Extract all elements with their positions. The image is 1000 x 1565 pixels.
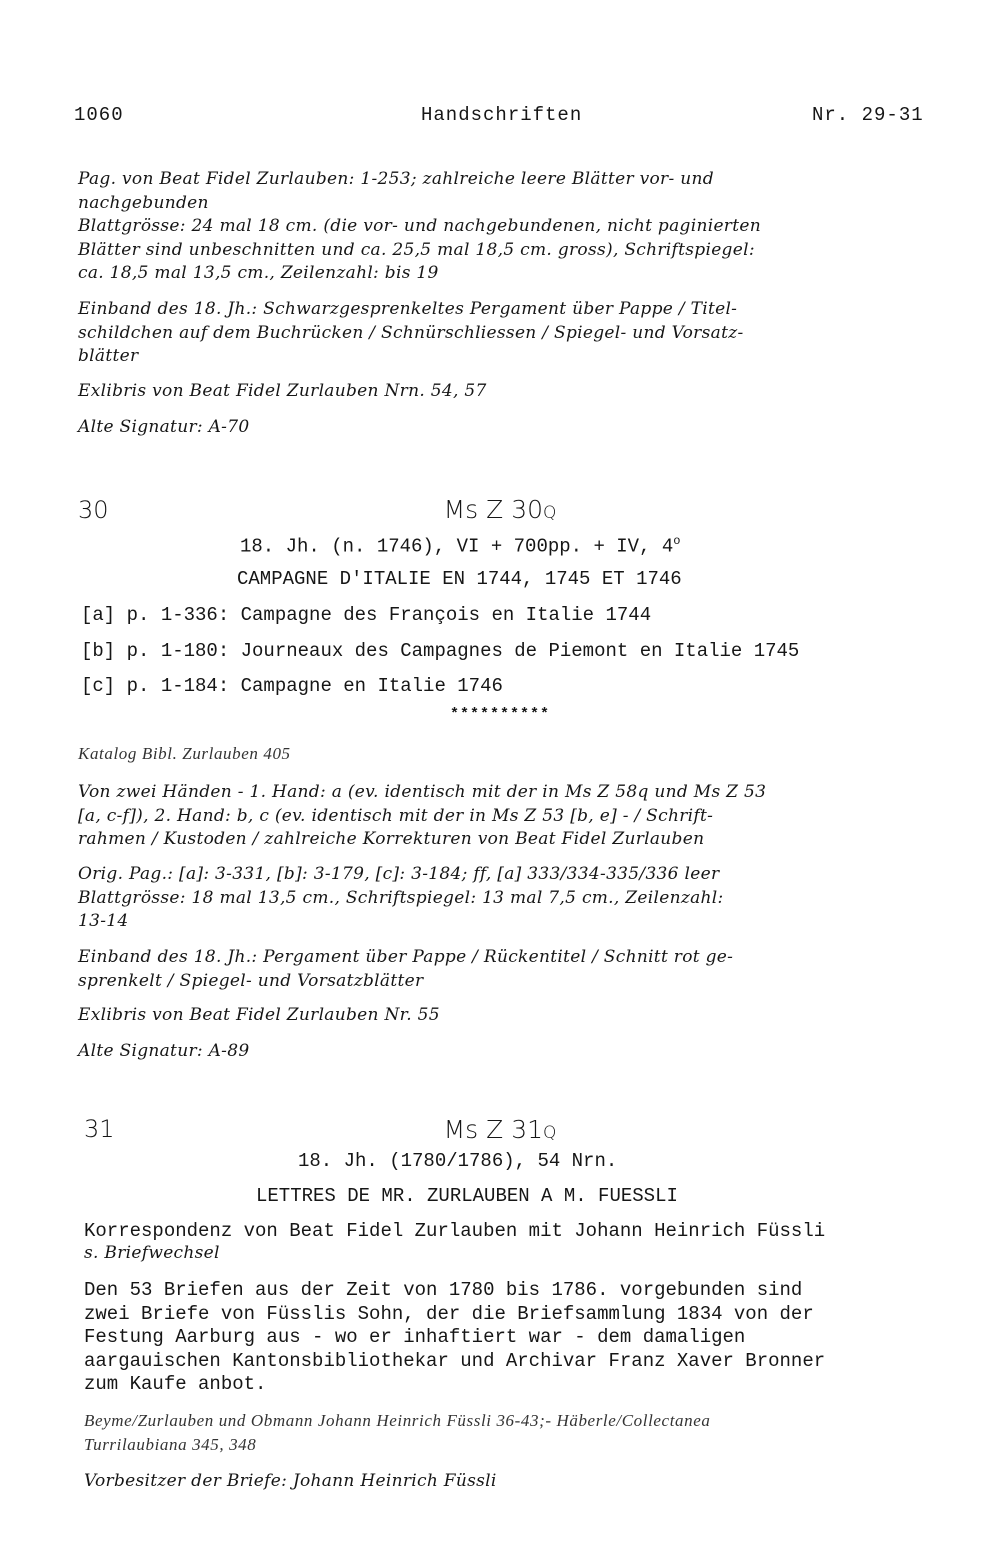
entry31-literature [84, 1409, 710, 1456]
text-line: Pag. von Beat Fidel Zurlauben: 1-253; zahlreiche leere Blätter vor- und [78, 169, 714, 189]
entry29-pagination [78, 168, 714, 215]
entry-range: Nr. 29-31 [812, 104, 924, 126]
text-line: [a, c-f]), 2. Hand: b, c (ev. identisch mit der in Ms Z 53 [b, e] - / Schrift- [78, 805, 714, 826]
entry30-content-b: [b] p. 1-180: Journeaux des Campagnes de Piemont en Italie 1745 [81, 640, 800, 662]
text-line: zum Kaufe anbot. [84, 1373, 267, 1395]
entry30-shelfmark [0, 495, 1000, 524]
text-line: aargauischen Kantonsbibliothekar und Archivar Franz Xaver Bronner [84, 1349, 826, 1372]
entry31-title: LETTRES DE MR. ZURLAUBEN A M. FUESSLI [256, 1185, 678, 1207]
entry29-binding [78, 298, 744, 369]
entry30-dating [240, 534, 680, 557]
text-line: Einband des 18. Jh.: Schwarzgesprenkeltes Pergament über Pappe / Titel- [78, 299, 738, 319]
text-line: nachgebunden [78, 192, 209, 213]
text-line: Beyme/Zurlauben und Obmann Johann Heinrich Füssli 36-43;- Häberle/Collectanea [84, 1411, 711, 1430]
entry30-hands [78, 781, 766, 852]
section-separator: ********** [449, 706, 550, 723]
dating-text: 18. Jh. (n. 1746), VI + 700pp. + IV, 4 [240, 535, 674, 558]
entry31-provenance: Vorbesitzer der Briefe: Johann Heinrich Füssli [84, 1471, 497, 1491]
entry30-number: 30 [78, 496, 109, 524]
text-line: Blätter sind unbeschnitten und ca. 25,5 mal 18,5 cm. gross), Schriftspiegel: [78, 239, 755, 260]
text-line: schildchen auf dem Buchrücken / Schnürschliessen / Spiegel- und Vorsatz- [78, 322, 744, 343]
entry29-exlibris: Exlibris von Beat Fidel Zurlauben Nrn. 54, 57 [78, 381, 487, 401]
text-line: Einband des 18. Jh.: Pergament über Pappe / Rückentitel / Schnitt rot ge- [78, 947, 734, 967]
entry31-shelfmark [0, 1115, 1000, 1144]
entry31-number: 31 [84, 1115, 115, 1143]
entry30-title: CAMPAGNE D'ITALIE EN 1744, 1745 ET 1746 [237, 568, 682, 590]
entry30-content-c: [c] p. 1-184: Campagne en Italie 1746 [81, 675, 503, 697]
shelfmark-text: Ms Z 31 [443, 1115, 544, 1144]
text-line: blätter [78, 346, 139, 366]
entry30-binding [78, 946, 733, 993]
entry29-size [78, 215, 761, 286]
entry30-old-signature: Alte Signatur: A-89 [78, 1041, 250, 1061]
format-superscript: o [673, 534, 681, 548]
page-number: 1060 [74, 104, 124, 126]
entry29-old-signature: Alte Signatur: A-70 [78, 417, 250, 437]
shelfmark-text: Ms Z 30 [443, 495, 544, 524]
text-line: Den 53 Briefen aus der Zeit von 1780 bis 1786. vorgebunden sind [84, 1279, 803, 1301]
text-line: Festung Aarburg aus - wo er inhaftiert war - dem damaligen [84, 1326, 746, 1348]
text-line: Blattgrösse: 18 mal 13,5 cm., Schriftspiegel: 13 mal 7,5 cm., Zeilenzahl: [78, 887, 724, 908]
entry30-content-a: [a] p. 1-336: Campagne des François en Italie 1744 [81, 604, 652, 626]
shelfmark-suffix: Q [543, 503, 557, 523]
text-line: 13-14 [78, 911, 129, 931]
entry30-pagination [78, 863, 724, 934]
text-line: zwei Briefe von Füsslis Sohn, der die Briefsammlung 1834 von der [84, 1302, 814, 1325]
text-line: Turrilaubiana 345, 348 [84, 1434, 257, 1454]
text-line: Orig. Pag.: [a]: 3-331, [b]: 3-179, [c]: 3-184; ff, [a] 333/334-335/336 leer [78, 864, 720, 884]
text-line: rahmen / Kustoden / zahlreiche Korrekturen von Beat Fidel Zurlauben [78, 829, 705, 849]
entry30-catalog: Katalog Bibl. Zurlauben 405 [78, 744, 291, 763]
entry31-description [84, 1279, 825, 1397]
text-line: Von zwei Händen - 1. Hand: a (ev. identisch mit der in Ms Z 58q und Ms Z 53 [78, 782, 767, 802]
shelfmark-suffix: Q [543, 1123, 557, 1143]
running-title: Handschriften [421, 104, 583, 126]
text-line: sprenkelt / Spiegel- und Vorsatzblätter [78, 970, 424, 991]
text-line: Blattgrösse: 24 mal 18 cm. (die vor- und nachgebundenen, nicht paginierten [78, 216, 761, 236]
entry31-dating: 18. Jh. (1780/1786), 54 Nrn. [298, 1150, 618, 1172]
text-line: ca. 18,5 mal 13,5 cm., Zeilenzahl: bis 19 [78, 263, 439, 283]
entry30-exlibris: Exlibris von Beat Fidel Zurlauben Nr. 55 [78, 1005, 440, 1025]
entry31-see-also: s. Briefwechsel [84, 1243, 220, 1263]
entry31-correspondence: Korrespondenz von Beat Fidel Zurlauben mit Johann Heinrich Füssli [84, 1220, 826, 1242]
